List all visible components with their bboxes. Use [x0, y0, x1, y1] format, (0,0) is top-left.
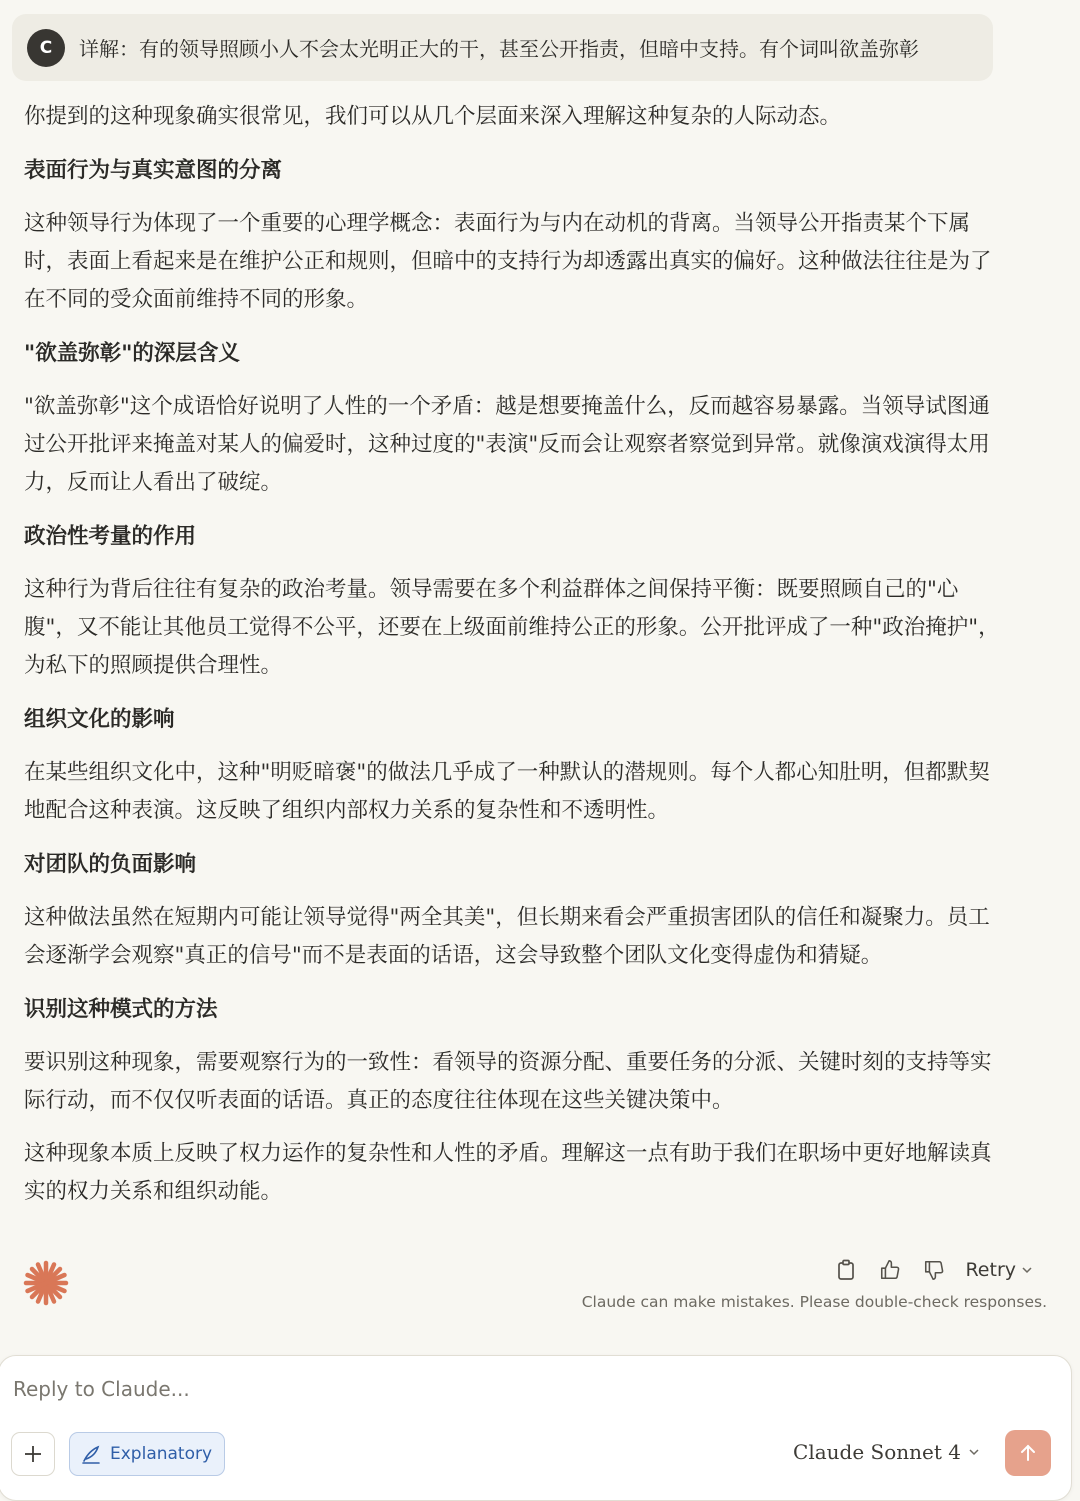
- section-body: "欲盖弥彰"这个成语恰好说明了人性的一个矛盾：越是想要掩盖什么，反而越容易暴露。当领导试图通过公开批评来掩盖对某人的偏爱时，这种过度的"表演"反而会让观察者察觉到异常。就像演戏演得太用力，反而让人看出了破绽。: [24, 394, 990, 495]
- message-actions: [833, 1253, 1034, 1287]
- thumbs-down-icon[interactable]: [921, 1257, 947, 1283]
- section-heading: "欲盖弥彰"的深层含义: [24, 341, 240, 366]
- response-intro: 你提到的这种现象确实很常见，我们可以从几个层面来深入理解这种复杂的人际动态。: [24, 104, 842, 129]
- assistant-response: [24, 98, 1009, 1226]
- style-label: Explanatory: [110, 1444, 213, 1464]
- chevron-down-icon: [967, 1445, 981, 1459]
- avatar[interactable]: C: [27, 29, 65, 67]
- section-body: 这种做法虽然在短期内可能让领导觉得"两全其美"，但长期来看会严重损害团队的信任和凝聚力。员工会逐渐学会观察"真正的信号"而不是表面的话语，这会导致整个团队文化变得虚伪和猜疑。: [24, 905, 990, 968]
- section-body: 要识别这种现象，需要观察行为的一致性：看领导的资源分配、重要任务的分派、关键时刻的支持等实际行动，而不仅仅听表面的话语。真正的态度往往体现在这些关键决策中。: [24, 1050, 992, 1113]
- thumbs-up-icon[interactable]: [877, 1257, 903, 1283]
- plus-icon: [23, 1444, 43, 1464]
- model-label: Claude Sonnet 4: [793, 1440, 961, 1464]
- chevron-down-icon: [1020, 1263, 1034, 1277]
- arrow-up-icon: [1018, 1443, 1038, 1463]
- model-selector[interactable]: [793, 1440, 981, 1464]
- section-heading: 组织文化的影响: [24, 707, 175, 732]
- section-body: 这种领导行为体现了一个重要的心理学概念：表面行为与内在动机的背离。当领导公开指责某个下属时，表面上看起来是在维护公正和规则，但暗中的支持行为却透露出真实的偏好。这种做法往往是为了在不同的受众面前维持不同的形象。: [24, 211, 992, 312]
- send-button[interactable]: [1005, 1430, 1051, 1476]
- reply-input[interactable]: [11, 1376, 915, 1402]
- user-message-text: 详解：有的领导照顾小人不会太光明正大的干，甚至公开指责，但暗中支持。有个词叫欲盖弥彰: [79, 37, 919, 61]
- retry-label: Retry: [965, 1259, 1016, 1281]
- section-body: 这种行为背后往往有复杂的政治考量。领导需要在多个利益群体之间保持平衡：既要照顾自己的"心腹"，又不能让其他员工觉得不公平，还要在上级面前维持公正的形象。公开批评成了一种"政治掩护"，为私下的照顾提供合理性。: [24, 577, 1000, 678]
- add-attachment-button[interactable]: [11, 1432, 55, 1476]
- section-heading: 识别这种模式的方法: [24, 997, 218, 1022]
- claude-logo-icon: [22, 1259, 70, 1307]
- response-conclusion: 这种现象本质上反映了权力运作的复杂性和人性的矛盾。理解这一点有助于我们在职场中更好地解读真实的权力关系和组织动能。: [24, 1141, 992, 1204]
- retry-button[interactable]: [965, 1259, 1034, 1281]
- section-heading: 对团队的负面影响: [24, 852, 197, 877]
- style-selector-button[interactable]: [69, 1432, 225, 1476]
- section-body: 在某些组织文化中，这种"明贬暗褒"的做法几乎成了一种默认的潜规则。每个人都心知肚明，但都默契地配合这种表演。这反映了组织内部权力关系的复杂性和不透明性。: [24, 760, 990, 823]
- reply-composer: [0, 1355, 1072, 1501]
- copy-icon[interactable]: [833, 1257, 859, 1283]
- disclaimer-text: Claude can make mistakes. Please double-check responses.: [581, 1293, 1047, 1311]
- section-heading: 表面行为与真实意图的分离: [24, 158, 283, 183]
- pen-icon: [80, 1443, 102, 1465]
- section-heading: 政治性考量的作用: [24, 524, 197, 549]
- user-message: [12, 14, 993, 81]
